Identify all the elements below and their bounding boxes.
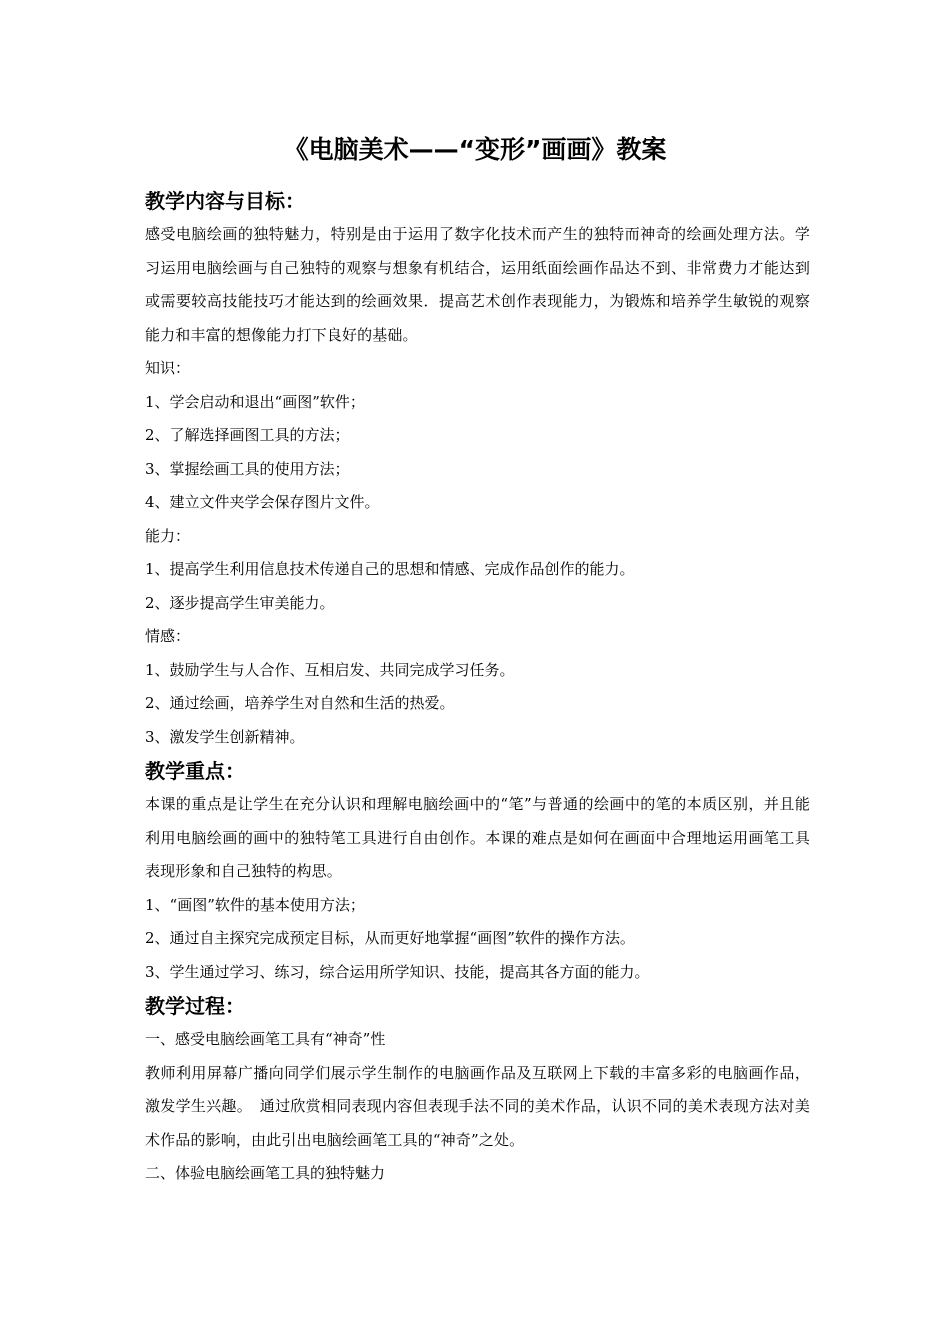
process-step-title: 二、体验电脑绘画笔工具的独特魅力 (145, 1164, 386, 1182)
emotion-label: 情感： (145, 627, 191, 645)
emotion-item: 3、激发学生创新精神。 (145, 727, 305, 746)
knowledge-item: 3、掌握绘画工具的使用方法； (145, 459, 350, 478)
key-point-item: 2、通过自主探究完成预定目标，从而更好地掌握“画图”软件的操作方法。 (145, 929, 635, 947)
knowledge-item: 4、建立文件夹学会保存图片文件。 (145, 493, 380, 511)
document-body (145, 184, 810, 1191)
emotion-item: 2、通过绘画，培养学生对自然和生活的热爱。 (145, 694, 455, 712)
key-point-item: 1、“画图”软件的基本使用方法； (145, 895, 365, 914)
section-heading-process: 教学过程： (145, 994, 245, 1018)
goals-paragraph: 感受电脑绘画的独特魅力，特别是由于运用了数字化技术而产生的独特而神奇的绘画处理方法。学习运用电脑绘画与自己独特的观察与想象有机结合，运用纸面绘画作品达不到、非常费力才能达到或需要较高技能技巧才能达到的绘画效果．提高艺术创作表现能力，为锻炼和培养学生敏锐的观察能力和丰富的想像能力打下良好的基础。 (145, 225, 810, 344)
document-title: 《电脑美术——“变形”画画》教案 (283, 135, 667, 164)
knowledge-item: 1、学会启动和退出“画图”软件； (145, 392, 365, 411)
key-point-item: 3、学生通过学习、练习，综合运用所学知识、技能，提高其各方面的能力。 (145, 962, 650, 981)
ability-label: 能力： (145, 526, 191, 545)
process-step-title: 一、感受电脑绘画笔工具有“神奇”性 (145, 1030, 386, 1048)
knowledge-item: 2、了解选择画图工具的方法； (145, 426, 350, 444)
process-step-paragraph: 教师利用屏幕广播向同学们展示学生制作的电脑画作品及互联网上下载的丰富多彩的电脑画作品，激发学生兴趣。 通过欣赏相同表现内容但表现手法不同的美术作品，认识不同的美术表现方法对美术作品的影响，由此引出电脑绘画笔工具的“神奇”之处。 (145, 1063, 810, 1149)
key-points-paragraph: 本课的重点是让学生在充分认识和理解电脑绘画中的“笔”与普通的绘画中的笔的本质区别，并且能利用电脑绘画的画中的独特笔工具进行自由创作。本课的难点是如何在画面中合理地运用画笔工具表现形象和自己独特的构思。 (145, 795, 810, 880)
knowledge-label: 知识： (145, 359, 191, 377)
ability-item: 2、逐步提高学生审美能力。 (145, 593, 335, 612)
emotion-item: 1、鼓励学生与人合作、互相启发、共同完成学习任务。 (145, 660, 515, 679)
section-heading-key-points: 教学重点： (145, 759, 245, 783)
ability-item: 1、提高学生利用信息技术传递自己的思想和情感、完成作品创作的能力。 (145, 560, 635, 578)
section-heading-goals: 教学内容与目标： (145, 189, 305, 213)
